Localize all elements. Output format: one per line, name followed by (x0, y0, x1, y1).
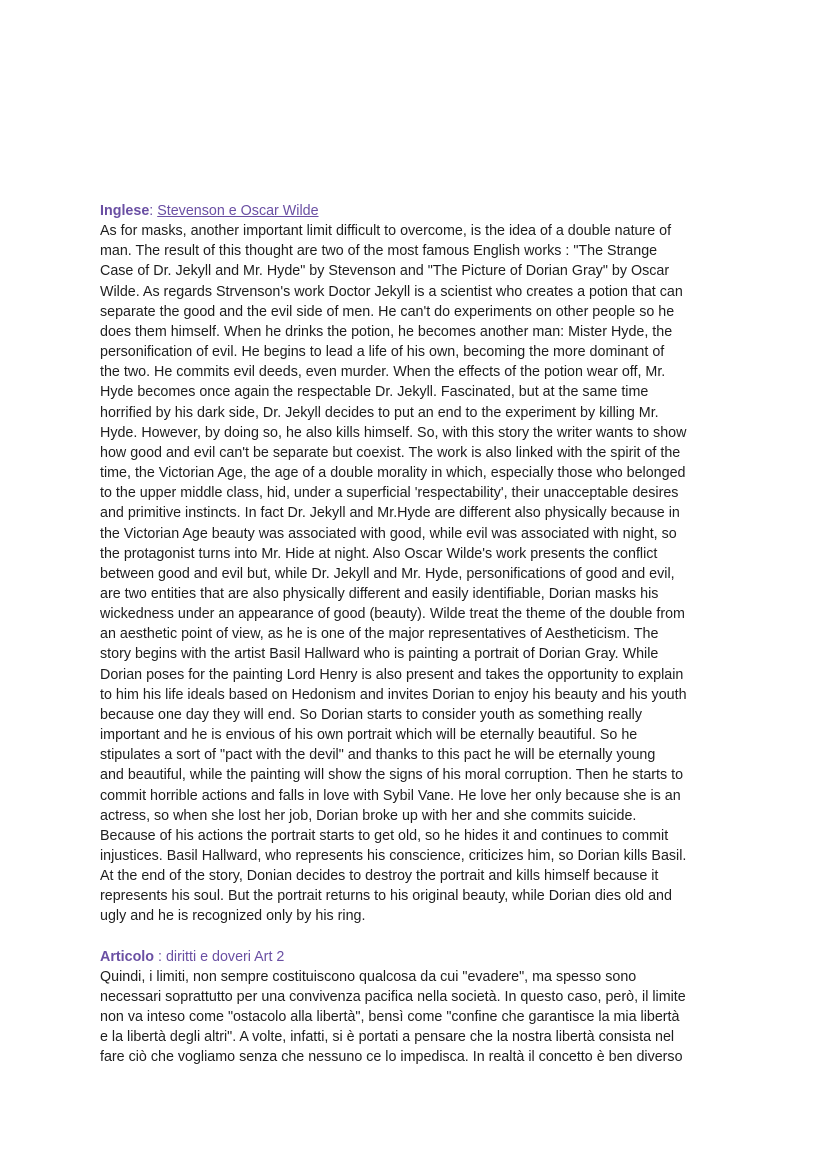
text-line: Wilde. As regards Strvenson's work Doctor Jekyll is a scientist who creates a potion that can (100, 283, 683, 300)
section-heading (100, 201, 730, 221)
text-line: the protagonist turns into Mr. Hide at night. Also Oscar Wilde's work presents the conflict (100, 545, 658, 562)
text-line: because one day they will end. So Dorian starts to consider youth as something really (100, 706, 642, 723)
text-line: Hyde becomes once again the respectable Dr. Jekyll. Fascinated, but at the same time (100, 384, 649, 401)
section-subtitle: diritti e doveri Art 2 (165, 948, 285, 965)
section-separator: : (154, 948, 166, 965)
text-line: story begins with the artist Basil Hallward who is painting a portrait of Dorian Gray. While (100, 646, 659, 663)
text-line: the Victorian Age beauty was associated with good, while evil was associated with night, so (100, 525, 677, 542)
text-line: actress, so when she lost her job, Dorian broke up with her and she commits suicide. (100, 807, 637, 824)
text-line: fare ciò che vogliamo senza che nessuno ce lo impedisca. In realtà il concetto è ben diverso (100, 1049, 683, 1066)
text-line: e la libertà degli altri". A volte, infatti, si è portati a pensare che la nostra libertà consista nel (100, 1029, 675, 1046)
section-paragraph (100, 967, 730, 1068)
text-line: Quindi, i limiti, non sempre costituiscono qualcosa da cui "evadere", ma spesso sono (100, 968, 637, 985)
text-line: man. The result of this thought are two of the most famous English works : "The Strange (100, 243, 658, 260)
section-articolo (100, 947, 730, 1068)
text-line: injustices. Basil Hallward, who represents his conscience, criticizes him, so Dorian kills Basil. (100, 848, 687, 864)
section-label: Inglese (100, 203, 150, 219)
text-line: does them himself. When he drinks the potion, he becomes another man: Mister Hyde, the (100, 323, 673, 340)
text-line: Hyde. However, by doing so, he also kills himself. So, with this story the writer wants to show (100, 424, 687, 441)
text-line: and primitive instincts. In fact Dr. Jekyll and Mr.Hyde are different also physically because in (100, 505, 680, 522)
text-line: to the upper middle class, hid, under a superficial 'respectability', their unacceptable desires (100, 485, 679, 502)
text-line: important and he is envious of his own portrait which will be eternally beautiful. So he (100, 727, 638, 744)
text-line: are two entities that are also physically different and easily identifiable, Dorian masks his (100, 585, 659, 602)
text-line: represents his soul. But the portrait returns to his original beauty, while Dorian dies old and (100, 888, 672, 905)
text-line: an aesthetic point of view, as he is one of the major representatives of Aestheticism. The (100, 626, 659, 643)
text-line: wickedness under an appearance of good (beauty). Wilde treat the theme of the double from (100, 606, 685, 623)
text-line: Dorian poses for the painting Lord Henry is also present and takes the opportunity to explain (100, 666, 684, 683)
section-label: Articolo (100, 948, 155, 965)
text-line: necessari soprattutto per una convivenza pacifica nella società. In questo caso, però, il limite (100, 988, 686, 1005)
section-inglese (100, 201, 730, 927)
text-line: time, the Victorian Age, the age of a double morality in which, especially those who belonged (100, 465, 686, 482)
section-separator: : (149, 203, 158, 219)
text-line: At the end of the story, Donian decides to destroy the portrait and kills himself because it (100, 868, 659, 885)
text-line: ugly and he is recognized only by his ring. (100, 908, 366, 925)
text-line: non va inteso come "ostacolo alla libertà", bensì come "confine che garantisce la mia libertà (100, 1009, 680, 1026)
text-line: between good and evil but, while Dr. Jekyll and Mr. Hyde, personifications of good and evil, (100, 565, 675, 582)
text-line: stipulates a sort of "pact with the devil" and thanks to this pact he will be eternally young (100, 747, 656, 764)
text-line: commit horrible actions and falls in love with Sybil Vane. He love her only because she is an (100, 787, 681, 804)
text-line: Case of Dr. Jekyll and Mr. Hyde" by Stevenson and "The Picture of Dorian Gray" by Oscar (100, 263, 670, 280)
text-line: separate the good and the evil side of men. He can't do experiments on other people so he (100, 303, 675, 320)
text-line: Because of his actions the portrait starts to get old, so he hides it and continues to commit (100, 827, 669, 844)
document-body (100, 201, 730, 1068)
text-line: how good and evil can't be separate but coexist. The work is also linked with the spirit of the (100, 444, 681, 461)
section-spacer (100, 927, 730, 947)
text-line: horrified by his dark side, Dr. Jekyll decides to put an end to the experiment by killing Mr. (100, 404, 659, 421)
text-line: and beautiful, while the painting will show the signs of his moral corruption. Then he starts to (100, 767, 684, 784)
section-heading (100, 947, 730, 967)
section-paragraph (100, 221, 730, 926)
text-line: personification of evil. He begins to lead a life of his own, becoming the more dominant of (100, 344, 665, 361)
text-line: to him his life ideals based on Hedonism and invites Dorian to enjoy his beauty and his youth (100, 686, 687, 703)
text-line: the two. He commits evil deeds, even murder. When the effects of the potion wear off, Mr. (100, 364, 666, 381)
section-link[interactable]: Stevenson e Oscar Wilde (157, 203, 319, 219)
text-line: As for masks, another important limit difficult to overcome, is the idea of a double nature of (100, 223, 672, 240)
